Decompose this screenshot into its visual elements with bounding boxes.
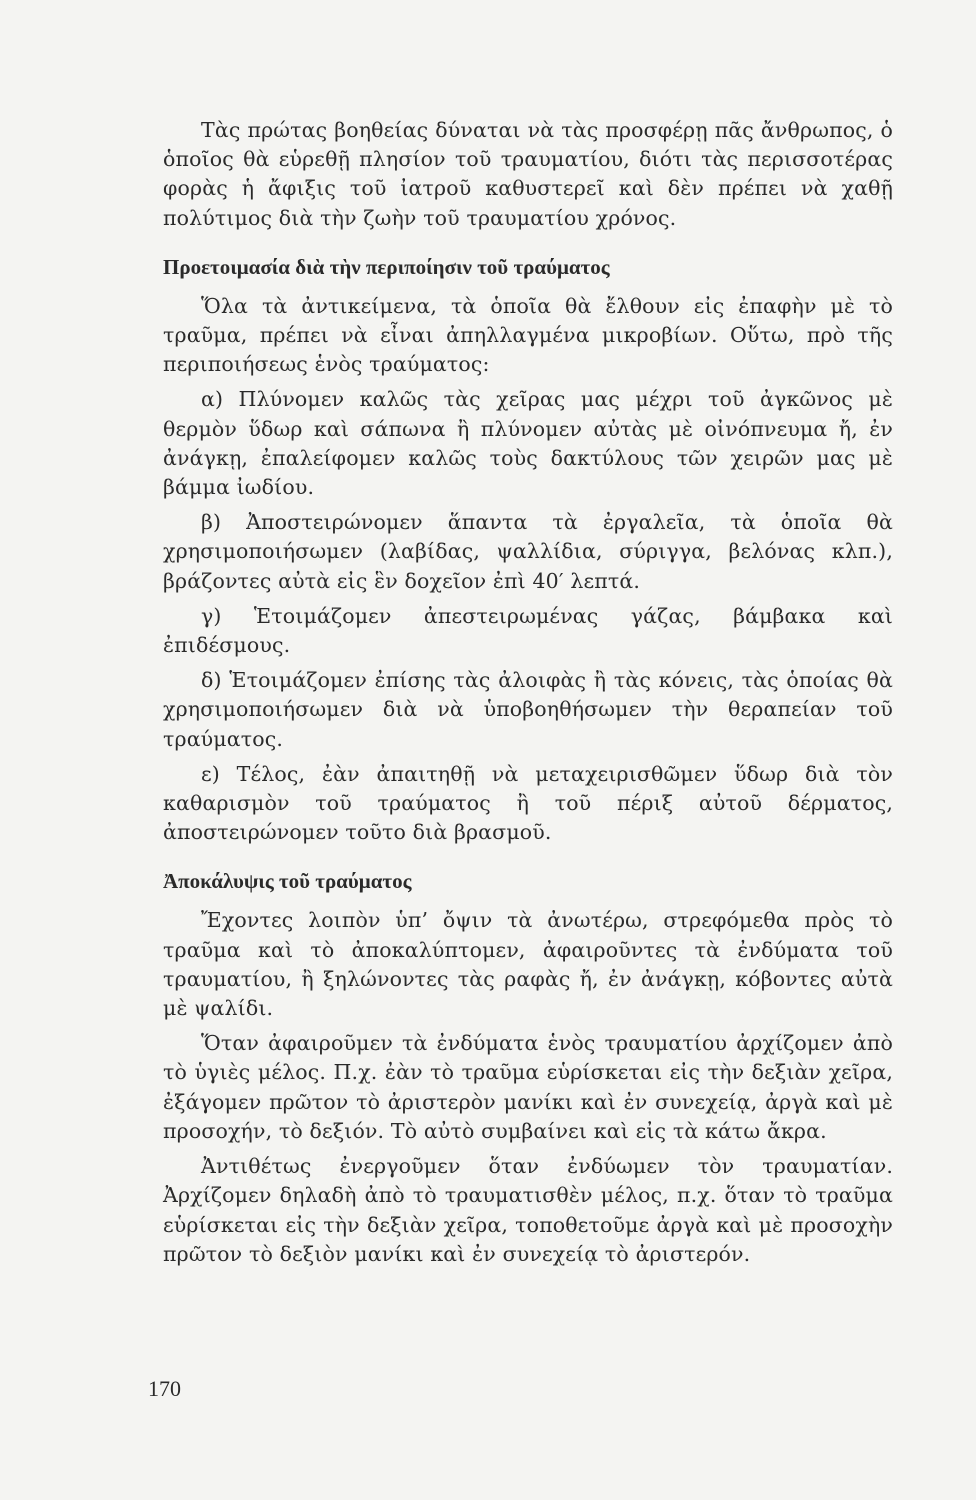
list-item-c: γ) Ἑτοιμάζομεν ἀπεστειρωμένας γάζας, βάμβακα καὶ ἐπιδέσμους. <box>163 603 893 658</box>
list-item-d: δ) Ἑτοιμάζομεν ἐπίσης τὰς ἀλοιφὰς ἢ τὰς κόνεις, τὰς ὁποίας θὰ χρησιμοποιήσωμεν διὰ νὰ ὑποβοηθήσωμεν τὴν θεραπείαν τοῦ τραύματος. <box>163 668 893 751</box>
page-body <box>163 116 893 1269</box>
list-item-e: ε) Τέλος, ἐὰν ἀπαιτηθῇ νὰ μεταχειρισθῶμεν ὕδωρ διὰ τὸν καθαρισμὸν τοῦ τραύματος ἢ τοῦ πέριξ αὐτοῦ δέρματος, ἀποστειρώνομεν τοῦτο διὰ βρασμοῦ. <box>163 761 893 845</box>
paragraph-dressing: Ἀντιθέτως ἐνεργοῦμεν ὅταν ἐνδύωμεν τὸν τραυματίαν. Ἀρχίζομεν δηλαδὴ ἀπὸ τὸ τραυματισθὲν μέλος, π.χ. ὅταν τὸ τραῦμα εὑρίσκεται εἰς τὴν δεξιὰν χεῖρα, τοποθετοῦμε ἀργὰ καὶ μὲ προσοχὴν πρῶτον τὸ δεξιὸν μανίκι καὶ ἐν συνεχείᾳ τὸ ἀριστερόν. <box>163 1154 893 1266</box>
intro-paragraph: Τὰς πρώτας βοηθείας δύναται νὰ τὰς προσφέρῃ πᾶς ἄνθρωπος, ὁ ὁποῖος θὰ εὑρεθῇ πλησίον τοῦ τραυματίου, διότι τὰς περισσοτέρας φορὰς ἡ ἄφιξις τοῦ ἰατροῦ καθυστερεῖ καὶ δὲν πρέπει νὰ χαθῇ πολύτιμος διὰ τὴν ζωὴν τοῦ τραυματίου χρόνος. <box>163 118 893 230</box>
list-item-b: β) Ἀποστειρώνομεν ἅπαντα τὰ ἐργαλεῖα, τὰ ὁποῖα θὰ χρησιμοποιήσωμεν (λαβίδας, ψαλλίδια, σύριγγα, βελόνας κλπ.), βράζοντες αὐτὰ εἰς ἓν δοχεῖον ἐπὶ 40′ λεπτά. <box>163 510 893 593</box>
paragraph-undressing: Ὅταν ἀφαιροῦμεν τὰ ἐνδύματα ἑνὸς τραυματίου ἀρχίζομεν ἀπὸ τὸ ὑγιὲς μέλος. Π.χ. ἐὰν τὸ τραῦμα εὑρίσκεται εἰς τὴν δεξιὰν χεῖρα, ἐξάγομεν πρῶτον τὸ ἀριστερὸν μανίκι καὶ ἐν συνεχείᾳ, ἀργὰ καὶ μὲ προσοχήν, τὸ δεξιόν. Τὸ αὐτὸ συμβαίνει καὶ εἰς τὰ κάτω ἄκρα. <box>163 1031 893 1143</box>
paragraph-uncovering: Ἔχοντες λοιπὸν ὑπ’ ὄψιν τὰ ἀνωτέρω, στρεφόμεθα πρὸς τὸ τραῦμα καὶ τὸ ἀποκαλύπτομεν, ἀφαιροῦντες τὰ ἐνδύματα τοῦ τραυματίου, ἢ ξηλώνοντες τὰς ραφὰς ἤ, ἐν ἀνάγκῃ, κόβοντες αὐτὰ μὲ ψαλίδι. <box>163 908 893 1021</box>
section-heading-uncovering: Ἀποκάλυψις τοῦ τραύματος <box>163 869 412 894</box>
paragraph-sterile-objects: Ὅλα τὰ ἀντικείμενα, τὰ ὁποῖα θὰ ἔλθουν εἰς ἐπαφὴν μὲ τὸ τραῦμα, πρέπει νὰ εἶναι ἀπηλλαγμένα μικροβίων. Οὕτω, πρὸ τῆς περιποιήσεως ἑνὸς τραύματος: <box>163 293 893 377</box>
section-heading-preparation: Προετοιμασία διὰ τὴν περιποίησιν τοῦ τραύματος <box>163 254 610 279</box>
list-item-a: α) Πλύνομεν καλῶς τὰς χεῖρας μας μέχρι τοῦ ἀγκῶνος μὲ θερμὸν ὕδωρ καὶ σάπωνα ἢ πλύνομεν αὐτὰς μὲ οἰνόπνευμα ἤ, ἐν ἀνάγκῃ, ἐπαλείφομεν καλῶς τοὺς δακτύλους τῶν χειρῶν μας μὲ βάμμα ἰωδίου. <box>163 387 893 500</box>
page-number: 170 <box>148 1376 181 1401</box>
